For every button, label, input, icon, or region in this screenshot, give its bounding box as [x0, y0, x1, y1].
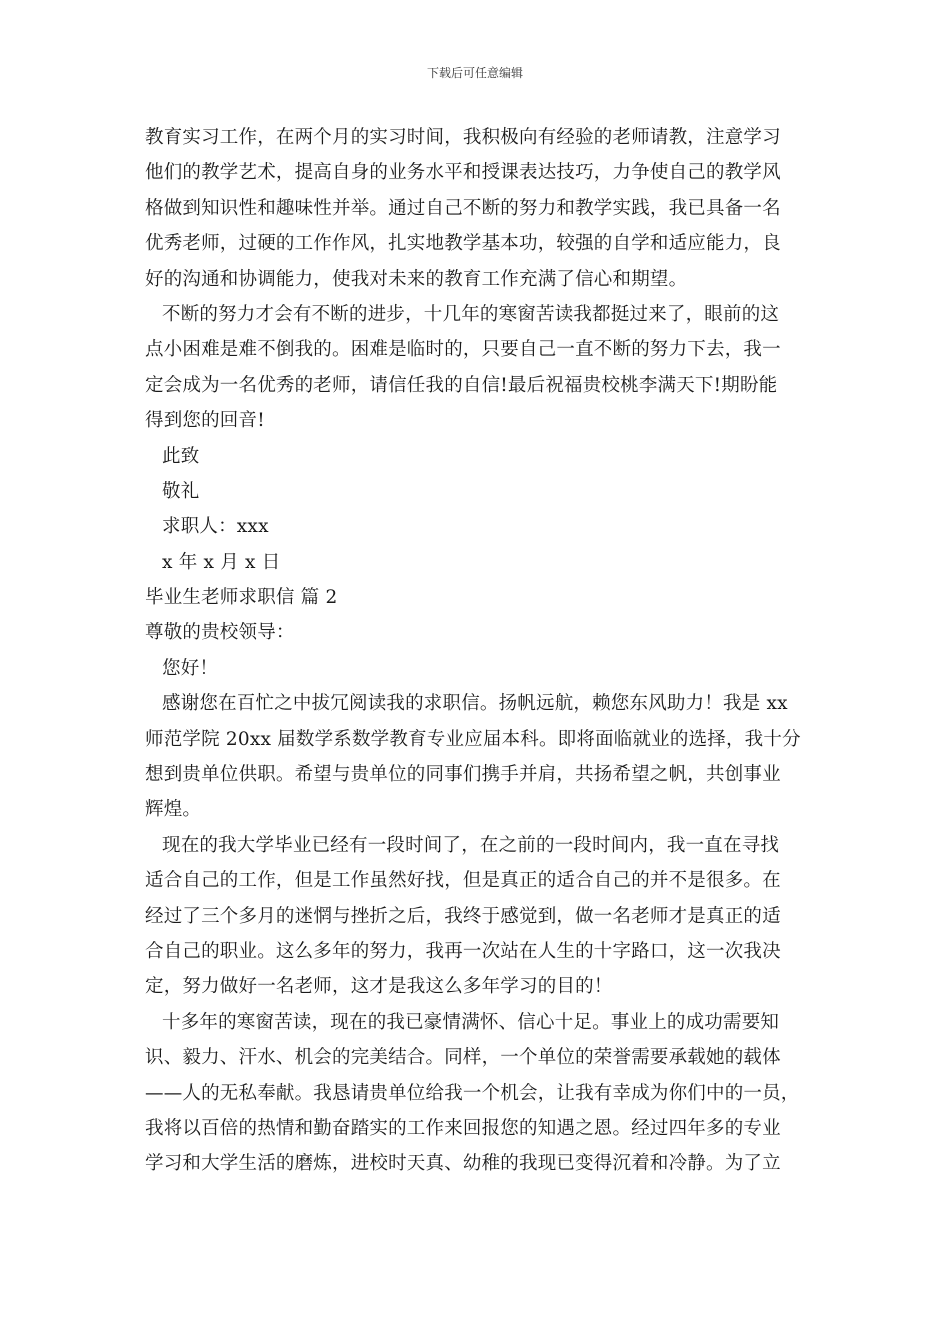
text-line: 适合自己的工作，但是工作虽然好找，但是真正的适合自己的并不是很多。在 [145, 870, 781, 892]
text-line: 合自己的职业。这么多年的努力，我再一次站在人生的十字路口，这一次我决 [145, 940, 781, 962]
text-line: 现在的我大学毕业已经有一段时间了，在之前的一段时间内，我一直在寻找 [162, 834, 780, 856]
text-line: 优秀老师，过硬的工作作风，扎实地教学基本功，较强的自学和适应能力，良 [145, 233, 781, 255]
text-line: 敬礼 [162, 480, 200, 502]
text-line: 定会成为一名优秀的老师，请信任我的自信!最后祝福贵校桃李满天下!期盼能 [145, 374, 778, 396]
text-line: 辉煌。 [145, 799, 202, 821]
text-line: 不断的努力才会有不断的进步，十几年的寒窗苦读我都挺过来了，眼前的这 [162, 303, 780, 325]
text-line: 得到您的回音! [145, 410, 265, 432]
text-line: 毕业生老师求职信 篇 2 [145, 587, 338, 609]
text-line: 学习和大学生活的磨炼，进校时天真、幼稚的我现已变得沉着和冷静。为了立 [145, 1153, 781, 1175]
text-line: 十多年的寒窗苦读，现在的我已豪情满怀、信心十足。事业上的成功需要知 [162, 1011, 780, 1033]
text-line: 他们的教学艺术，提高自身的业务水平和授课表达技巧，力争使自己的教学风 [145, 162, 781, 184]
text-line: 格做到知识性和趣味性并举。通过自己不断的努力和教学实践，我已具备一名 [145, 197, 781, 219]
text-line: 经过了三个多月的迷惘与挫折之后，我终于感觉到，做一名老师才是真正的适 [145, 905, 781, 927]
text-line: 您好！ [162, 657, 219, 679]
text-line: 感谢您在百忙之中拔冗阅读我的求职信。扬帆远航，赖您东风助力！我是 xx [162, 693, 788, 715]
text-line: 教育实习工作，在两个月的实习时间，我积极向有经验的老师请教，注意学习 [145, 127, 781, 148]
text-line: x 年 x 月 x 日 [162, 551, 281, 573]
page-header: 下载后可任意编辑 [426, 66, 523, 80]
text-line: 想到贵单位供职。希望与贵单位的同事们携手并肩，共扬希望之帆，共创事业 [145, 764, 781, 786]
document-body [145, 120, 813, 1182]
text-line: 师范学院 20xx 届数学系数学教育专业应届本科。即将面临就业的选择，我十分 [145, 728, 801, 750]
text-line: 我将以百倍的热情和勤奋踏实的工作来回报您的知遇之恩。经过四年多的专业 [145, 1117, 781, 1139]
text-line: 定，努力做好一名老师，这才是我这么多年学习的目的！ [145, 976, 613, 998]
text-line: 此致 [162, 445, 200, 467]
text-line: 求职人：xxx [162, 516, 269, 538]
text-line: 好的沟通和协调能力，使我对未来的教育工作充满了信心和期望。 [145, 268, 688, 290]
text-line: 识、毅力、汗水、机会的完美结合。同样，一个单位的荣誉需要承载她的载体 [145, 1047, 781, 1069]
text-line: 点小困难是难不倒我的。困难是临时的，只要自己一直不断的努力下去，我一 [145, 339, 781, 361]
text-line: ——人的无私奉献。我恳请贵单位给我一个机会，让我有幸成为你们中的一员， [145, 1082, 800, 1104]
text-line: 尊敬的贵校领导： [145, 622, 295, 644]
